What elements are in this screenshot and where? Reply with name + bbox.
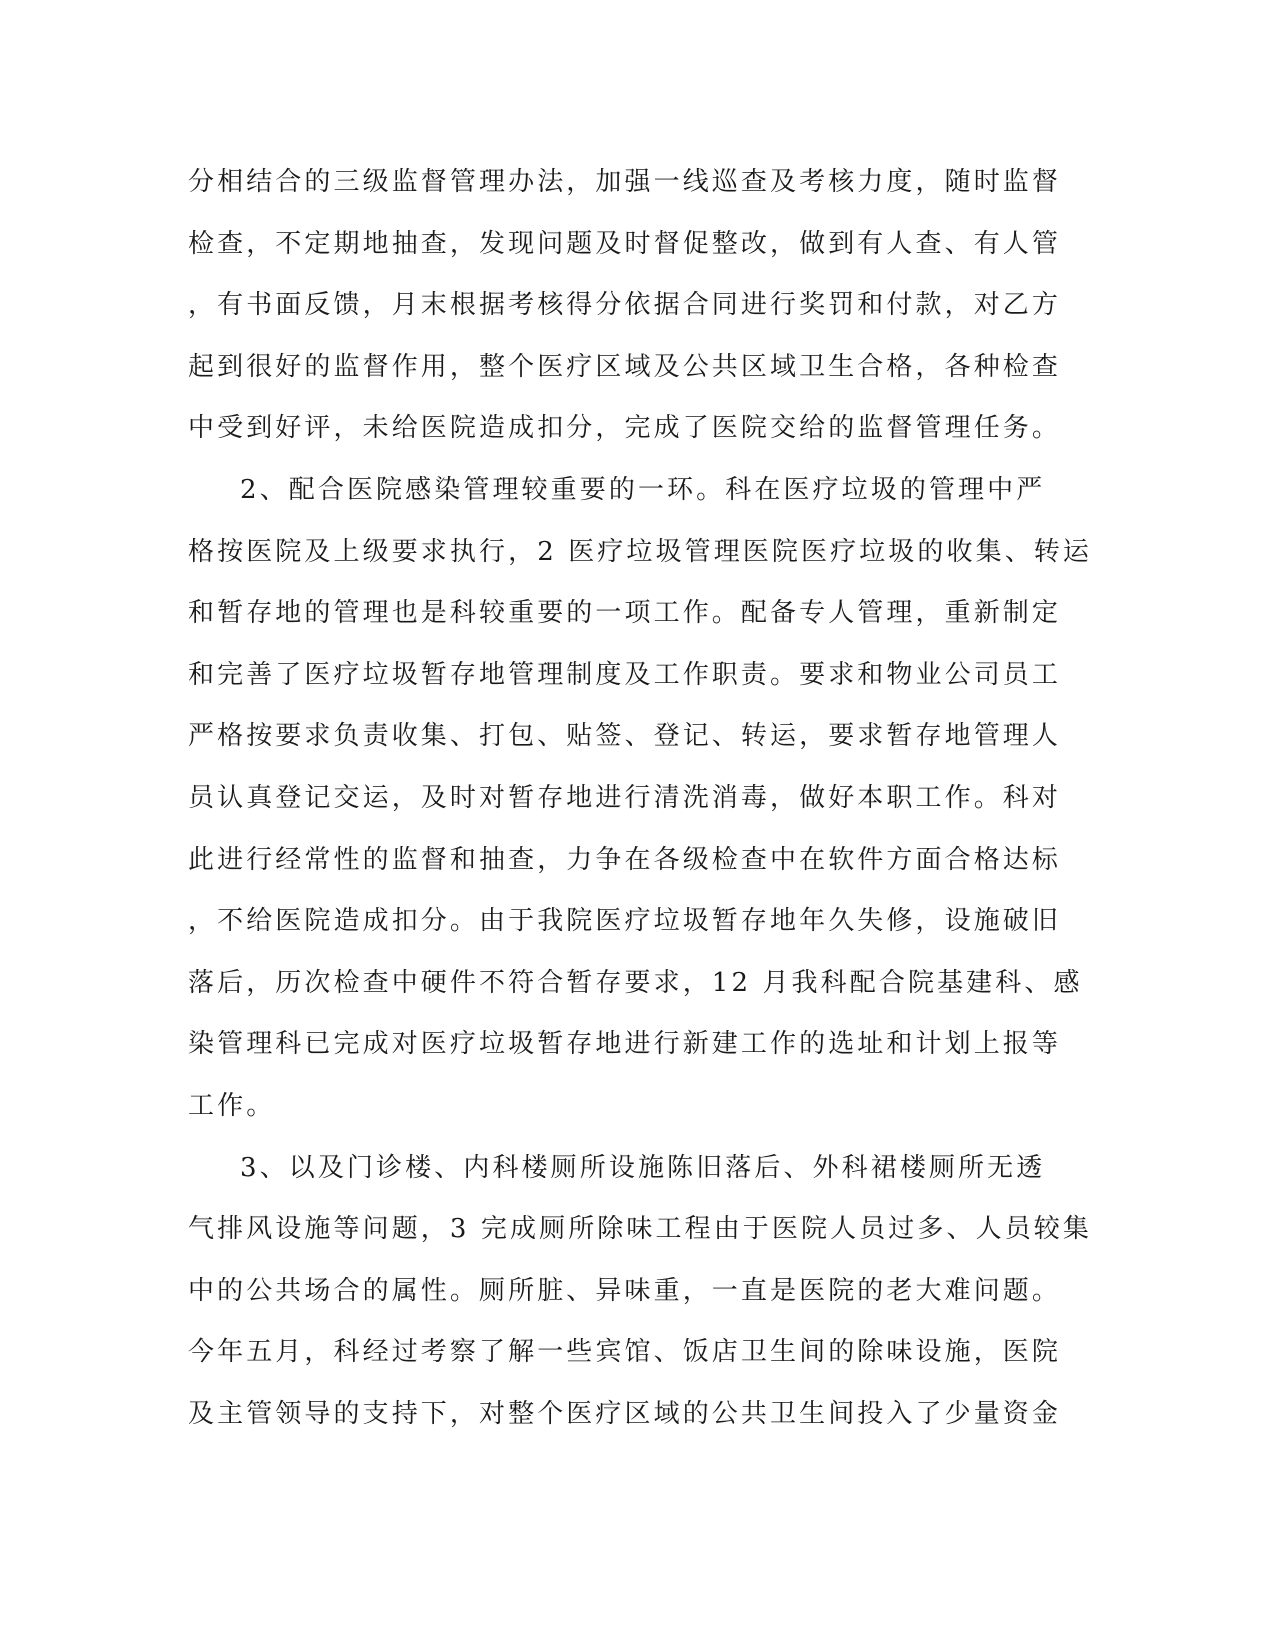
- text-line-3: ，有书面反馈，月末根据考核得分依据合同进行奖罚和付款，对乙方: [188, 290, 1062, 321]
- text-line-16: 工作。: [188, 1090, 276, 1121]
- text-line-9: 和完善了医疗垃圾暂存地管理制度及工作职责。要求和物业公司员工: [188, 659, 1062, 690]
- text-line-7: 格按医院及上级要求执行，2 医疗垃圾管理医院医疗垃圾的收集、转运: [188, 536, 1093, 567]
- text-line-11: 员认真登记交运，及时对暂存地进行清洗消毒，做好本职工作。科对: [188, 782, 1062, 813]
- text-line-17: 3、以及门诊楼、内科楼厕所设施陈旧落后、外科裙楼厕所无透: [240, 1152, 1046, 1183]
- text-line-12: 此进行经常性的监督和抽查，力争在各级检查中在软件方面合格达标: [188, 844, 1062, 875]
- text-line-19: 中的公共场合的属性。厕所脏、异味重，一直是医院的老大难问题。: [188, 1275, 1062, 1306]
- text-line-8: 和暂存地的管理也是科较重要的一项工作。配备专人管理，重新制定: [188, 598, 1062, 629]
- text-line-13: ，不给医院造成扣分。由于我院医疗垃圾暂存地年久失修，设施破旧: [188, 906, 1062, 937]
- text-line-6: 2、配合医院感染管理较重要的一环。科在医疗垃圾的管理中严: [240, 474, 1046, 505]
- text-line-21: 及主管领导的支持下，对整个医疗区域的公共卫生间投入了少量资金: [188, 1398, 1062, 1429]
- text-line-5: 中受到好评，未给医院造成扣分，完成了医院交给的监督管理任务。: [188, 413, 1062, 444]
- text-line-2: 检查，不定期地抽查，发现问题及时督促整改，做到有人查、有人管: [188, 228, 1062, 259]
- document-body: [188, 161, 1093, 1454]
- text-line-10: 严格按要求负责收集、打包、贴签、登记、转运，要求暂存地管理人: [188, 721, 1062, 752]
- text-line-20: 今年五月，科经过考察了解一些宾馆、饭店卫生间的除味设施，医院: [188, 1337, 1062, 1368]
- text-line-4: 起到很好的监督作用，整个医疗区域及公共区域卫生合格，各种检查: [188, 351, 1062, 382]
- text-line-14: 落后，历次检查中硬件不符合暂存要求，12 月我科配合院基建科、感: [188, 967, 1083, 998]
- text-line-18: 气排风设施等问题，3 完成厕所除味工程由于医院人员过多、人员较集: [188, 1214, 1093, 1245]
- text-line-15: 染管理科已完成对医疗垃圾暂存地进行新建工作的选址和计划上报等: [188, 1029, 1062, 1060]
- text-line-1: 分相结合的三级监督管理办法，加强一线巡查及考核力度，随时监督: [188, 167, 1062, 197]
